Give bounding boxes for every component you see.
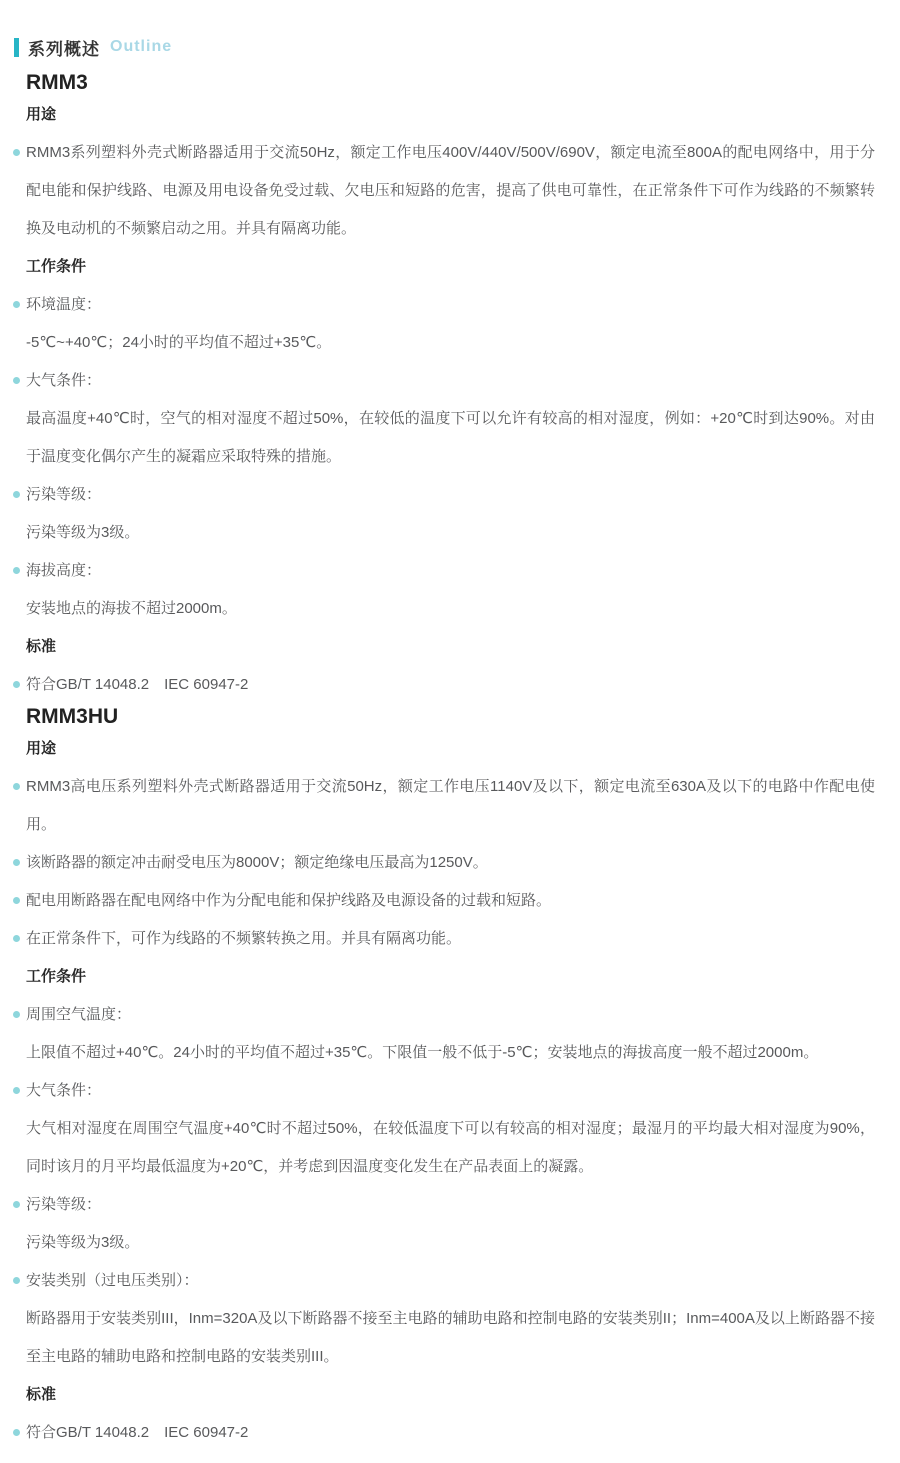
subheading: 工作条件 <box>26 968 87 985</box>
list-item: 大气条件： <box>26 362 875 400</box>
list-item: 污染等级： <box>26 476 875 514</box>
list-item: 安装类别（过电压类别）： <box>26 1262 875 1300</box>
accent-bar <box>14 38 19 57</box>
section-rmm3-content <box>26 96 875 704</box>
list-item: 大气条件： <box>26 1072 875 1110</box>
list-item: 海拔高度： <box>26 552 875 590</box>
list-item: 符合GB/T 14048.2 IEC 60947-2 <box>26 666 875 704</box>
list-item-detail: 大气相对湿度在周围空气温度+40℃时不超过50%，在较低温度下可以有较高的相对湿度；最湿月的平均最大相对湿度为90%，同时该月的月平均最低温度为+20℃，并考虑到因温度变化发生在产品表面上的凝露。 <box>26 1120 875 1175</box>
list-item-detail: -5℃~+40℃；24小时的平均值不超过+35℃。 <box>26 334 332 351</box>
list-item: 该断路器的额定冲击耐受电压为8000V；额定绝缘电压最高为1250V。 <box>26 844 875 882</box>
section-rmm3hu-content <box>26 730 875 1452</box>
subheading: 标准 <box>26 1386 57 1403</box>
list-item-detail: 上限值不超过+40℃。24小时的平均值不超过+35℃。下限值一般不低于-5℃；安装地点的海拔高度一般不超过2000m。 <box>26 1044 819 1061</box>
list-item-detail: 污染等级为3级。 <box>26 1234 140 1251</box>
list-item: 配电用断路器在配电网络中作为分配电能和保护线路及电源设备的过载和短路。 <box>26 882 875 920</box>
model-heading-rmm3: RMM3 <box>26 71 88 94</box>
page-title-english: Outline <box>110 38 173 55</box>
list-item: RMM3高电压系列塑料外壳式断路器适用于交流50Hz，额定工作电压1140V及以下，额定电流至630A及以下的电路中作配电使用。 <box>26 768 875 844</box>
list-item: 在正常条件下，可作为线路的不频繁转换之用。并具有隔离功能。 <box>26 920 875 958</box>
list-item: RMM3系列塑料外壳式断路器适用于交流50Hz，额定工作电压400V/440V/500V/690V，额定电流至800A的配电网络中，用于分配电能和保护线路、电源及用电设备免受过载、欠电压和短路的危害，提高了供电可靠性，在正常条件下可作为线路的不频繁转换及电动机的不频繁启动之用。并具有隔离功能。 <box>26 134 875 248</box>
list-item: 污染等级： <box>26 1186 875 1224</box>
list-item: 周围空气温度： <box>26 996 875 1034</box>
list-item: 符合GB/T 14048.2 IEC 60947-2 <box>26 1414 875 1452</box>
subheading: 工作条件 <box>26 258 87 275</box>
list-item-detail: 污染等级为3级。 <box>26 524 140 541</box>
subheading: 用途 <box>26 106 57 123</box>
list-item: 环境温度： <box>26 286 875 324</box>
list-item-detail: 断路器用于安装类别III，Inm=320A及以下断路器不接至主电路的辅助电路和控制电路的安装类别II；Inm=400A及以上断路器不接至主电路的辅助电路和控制电路的安装类别III。 <box>26 1310 875 1365</box>
page-title: 系列概述 <box>28 39 100 59</box>
list-item-detail: 安装地点的海拔不超过2000m。 <box>26 600 237 617</box>
subheading: 标准 <box>26 638 57 655</box>
section-header <box>14 36 876 58</box>
subheading: 用途 <box>26 740 57 757</box>
document-page <box>0 36 900 1463</box>
model-heading-rmm3hu: RMM3HU <box>26 705 119 728</box>
list-item-detail: 最高温度+40℃时，空气的相对湿度不超过50%，在较低的温度下可以允许有较高的相对湿度，例如：+20℃时到达90%。对由于温度变化偶尔产生的凝霜应采取特殊的措施。 <box>26 410 875 465</box>
